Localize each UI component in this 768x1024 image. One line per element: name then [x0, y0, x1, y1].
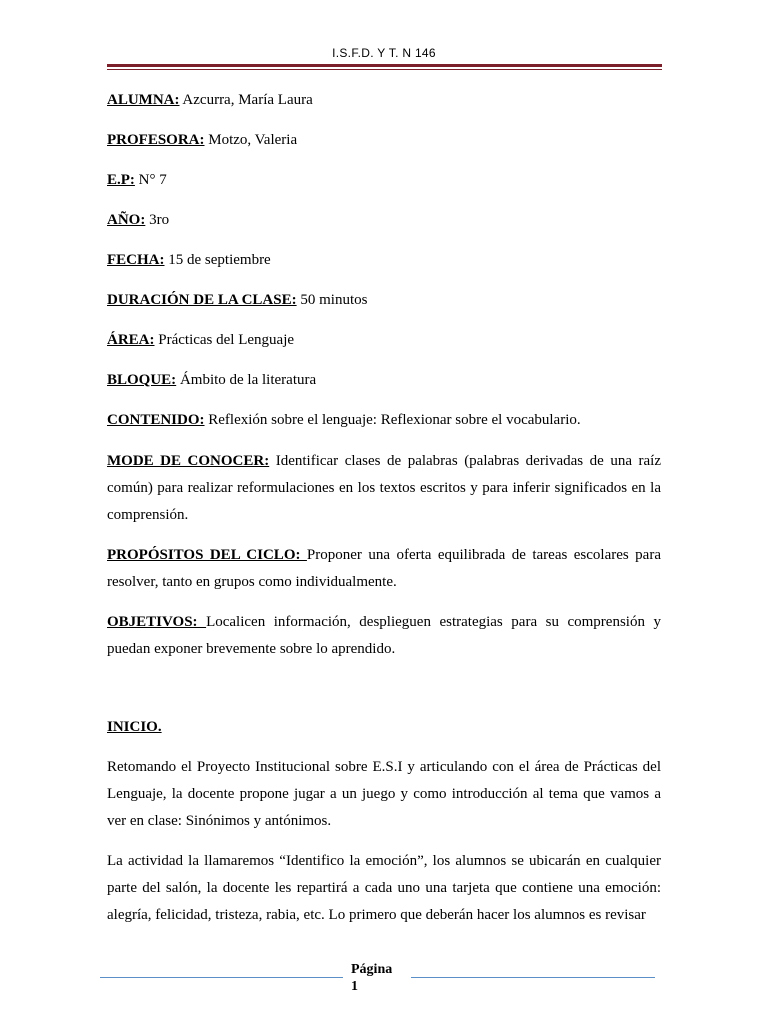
field-value: N° 7	[134, 172, 167, 188]
field-profesora	[107, 128, 661, 152]
field-label: PROFESORA:	[107, 132, 205, 148]
field-bloque	[107, 368, 661, 392]
field-label: ÁREA:	[107, 332, 155, 348]
field-duracion	[107, 288, 661, 312]
field-fecha	[107, 248, 661, 272]
field-value: Reflexión sobre el lenguaje: Reflexionar sobre el vocabulario.	[204, 412, 581, 428]
field-value: 50 minutos	[296, 292, 368, 308]
field-value: Azcurra, María Laura	[179, 92, 313, 108]
page-header: I.S.F.D. Y T. N 146	[332, 46, 436, 60]
field-contenido	[107, 408, 661, 432]
field-value: Prácticas del Lenguaje	[154, 332, 295, 348]
field-value: 3ro	[145, 212, 170, 228]
field-label: E.P:	[107, 172, 135, 188]
paragraph-modo-de-conocer	[107, 448, 661, 529]
field-ep	[107, 168, 661, 192]
field-anio	[107, 208, 661, 232]
field-label: AÑO:	[107, 212, 146, 228]
field-value: Motzo, Valeria	[204, 132, 298, 148]
paragraph-propositos	[107, 542, 661, 596]
page-word: Página	[351, 962, 393, 977]
paragraph-text: Proponer una oferta equilibrada de tareas escolares para resolver, tanto en grupos como individualmente.	[107, 547, 661, 590]
field-label: FECHA:	[107, 252, 165, 268]
field-label: DURACIÓN DE LA CLASE:	[107, 292, 297, 308]
paragraph-objetivos	[107, 609, 661, 663]
paragraph-label: PROPÓSITOS DEL CICLO:	[107, 547, 307, 563]
field-value: Ámbito de la literatura	[176, 372, 317, 388]
header-rule-thin	[107, 69, 662, 70]
document-body	[107, 88, 661, 942]
field-label: ALUMNA:	[107, 92, 180, 108]
paragraph-label: OBJETIVOS:	[107, 614, 207, 630]
field-alumna	[107, 88, 661, 112]
page-number	[351, 961, 392, 995]
footer-rule-left	[100, 977, 343, 978]
header-rule	[107, 64, 662, 67]
paragraph-label: MODE DE CONOCER:	[107, 453, 270, 469]
field-value: 15 de septiembre	[164, 252, 271, 268]
paragraph-text: Localicen información, desplieguen estrategias para su comprensión y puedan exponer brevemente sobre lo aprendido.	[107, 614, 661, 657]
field-label: BLOQUE:	[107, 372, 177, 388]
inicio-paragraph: Retomando el Proyecto Institucional sobre E.S.I y articulando con el área de Prácticas del Lenguaje, la docente propone jugar a un juego y como introducción al tema que vamos a ver en clase: Sinónimos y antónimos.	[107, 759, 661, 829]
section-heading-inicio: INICIO.	[107, 719, 162, 735]
inicio-paragraph: La actividad la llamaremos “Identifico la emoción”, los alumnos se ubicarán en cualquier parte del salón, la docente les repartirá a cada uno una tarjeta que contiene una emoción: alegría, felicidad, tristeza, rabia, etc. Lo primero que deberán hacer los alumnos es revisar	[107, 853, 661, 923]
paragraph-text: Identificar clases de palabras (palabras derivadas de una raíz común) para realizar reformulaciones en los textos escritos y para inferir significados en la comprensión.	[107, 453, 661, 523]
field-label: CONTENIDO:	[107, 412, 205, 428]
field-area	[107, 328, 661, 352]
page-number-value: 1	[351, 979, 358, 994]
footer-rule-right	[411, 977, 655, 978]
